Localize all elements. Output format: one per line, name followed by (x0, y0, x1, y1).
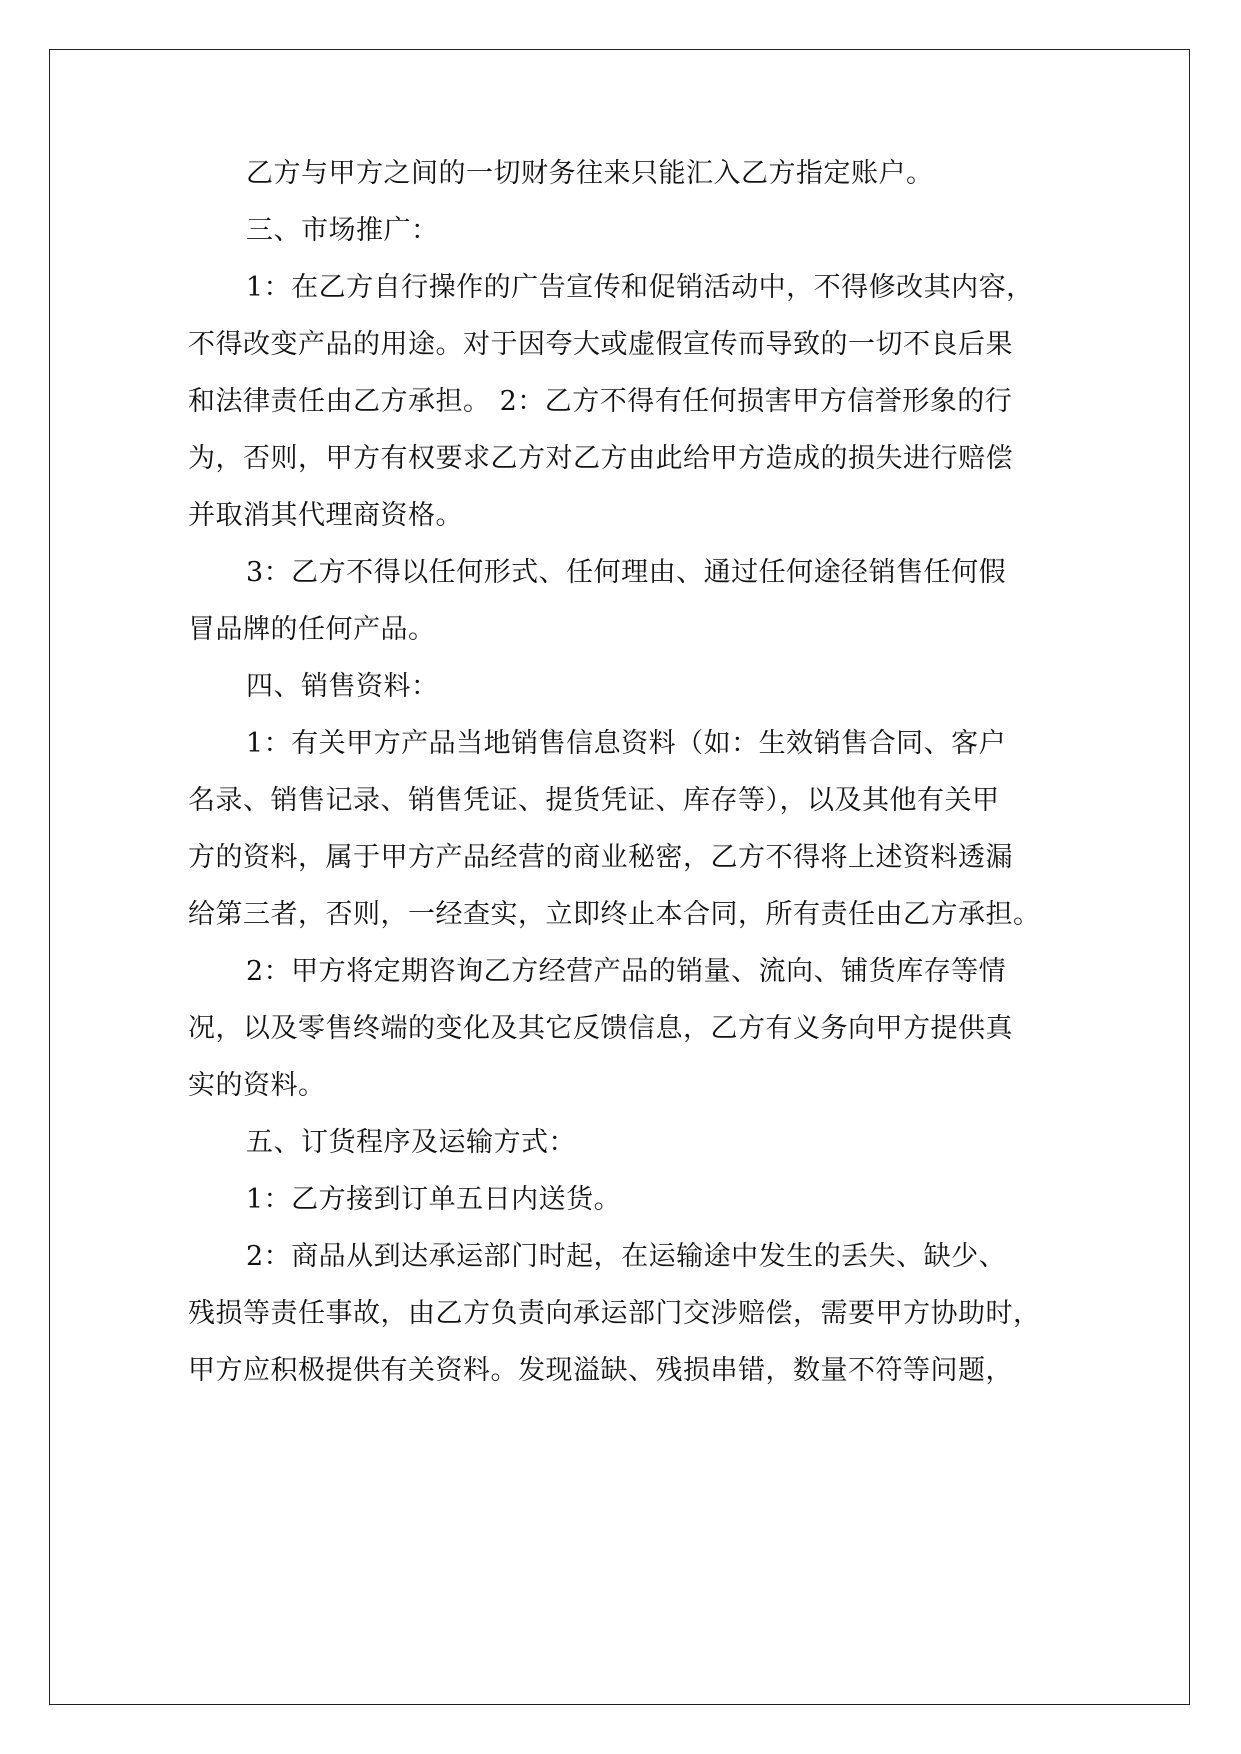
text-line: 残损等责任事故，由乙方负责向承运部门交涉赔偿，需要甲方协助时， (188, 1298, 1041, 1329)
text-line: 并取消其代理商资格。 (188, 500, 463, 531)
text-line: 3：乙方不得以任何形式、任何理由、通过任何途径销售任何假 (246, 557, 1007, 588)
section-heading: 四、销售资料： (246, 671, 439, 702)
text-line: 不得改变产品的用途。对于因夸大或虚假宣传而导致的一切不良后果 (188, 329, 1013, 360)
text-line: 实的资料。 (188, 1070, 326, 1101)
text-line: 名录、销售记录、销售凭证、提货凭证、库存等），以及其他有关甲 (188, 785, 1000, 816)
text-line: 1：在乙方自行操作的广告宣传和促销活动中，不得修改其内容， (246, 272, 1034, 303)
text-line: 和法律责任由乙方承担。 2：乙方不得有任何损害甲方信誉形象的行 (188, 386, 1013, 417)
text-line: 方的资料，属于甲方产品经营的商业秘密，乙方不得将上述资料透漏 (188, 842, 1013, 873)
text-line: 为，否则，甲方有权要求乙方对乙方由此给甲方造成的损失进行赔偿 (188, 443, 1013, 474)
text-line: 冒品牌的任何产品。 (188, 614, 436, 645)
text-line: 1：有关甲方产品当地销售信息资料（如：生效销售合同、客户 (246, 728, 1007, 759)
text-line: 给第三者，否则，一经查实，立即终止本合同，所有责任由乙方承担。 (188, 899, 1041, 930)
section-heading: 五、订货程序及运输方式： (246, 1127, 576, 1158)
text-line: 甲方应积极提供有关资料。发现溢缺、残损串错，数量不符等问题， (188, 1355, 1013, 1386)
text-line: 2：甲方将定期咨询乙方经营产品的销量、流向、铺货库存等情 (246, 956, 1007, 987)
text-line: 2：商品从到达承运部门时起，在运输途中发生的丢失、缺少、 (246, 1241, 1007, 1272)
section-heading: 三、市场推广： (246, 215, 439, 246)
text-line: 况，以及零售终端的变化及其它反馈信息，乙方有义务向甲方提供真 (188, 1013, 1013, 1044)
text-line: 1：乙方接到订单五日内送货。 (246, 1184, 622, 1215)
text-line: 乙方与甲方之间的一切财务往来只能汇入乙方指定账户。 (246, 158, 934, 189)
